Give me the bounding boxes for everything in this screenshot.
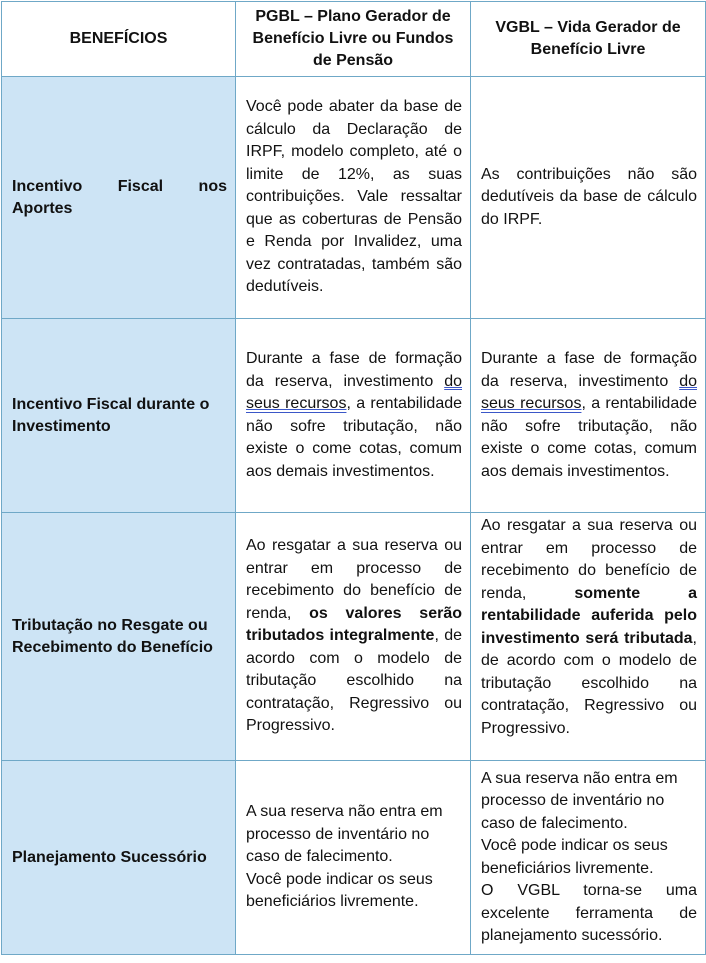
vgbl-paragraph: O VGBL torna-se uma excelente ferramenta de planejamento sucessório. [481,882,697,944]
row-label [2,761,236,955]
pgbl-text [246,348,462,483]
header-row [2,2,706,77]
header-pgbl: PGBL – Plano Gerador de Benefício Livre ou Fundos de Pensão [236,2,471,77]
vgbl-paragraph: A sua reserva não entra em processo de inventário no caso de falecimento. [481,769,678,832]
table-row [2,513,706,761]
row-label [2,319,236,513]
header-beneficios: BENEFÍCIOS [2,2,236,77]
text-run: Durante a fase de formação da reserva, investimento [481,350,697,390]
vgbl-text [481,515,697,740]
row-label-text: Planejamento Sucessório [12,848,207,866]
row-label-text: Incentivo Fiscal durante o Investimento [12,395,210,435]
row-label [2,77,236,319]
vgbl-text: As contribuições não são dedutíveis da base de cálculo do IRPF. [481,165,697,228]
text-run: , a rentabilidade não sofre tributação, não existe o come cotas, comum aos demais investimentos. [246,395,463,480]
grammar-flagged-text: do seus recursos [246,372,462,412]
text-run: , a rentabilidade não sofre tributação, não existe o come cotas, comum aos demais investimentos. [481,395,698,480]
pgbl-cell [236,77,471,319]
comparison-table [1,1,706,955]
grammar-flagged-text: do seus recursos [481,372,697,412]
header-vgbl: VGBL – Vida Gerador de Benefício Livre [471,2,706,77]
vgbl-cell [471,761,706,955]
pgbl-text: Você pode abater da base de cálculo da Declaração de IRPF, modelo completo, até o limite de 12%, as suas contribuições. Vale ressaltar que as coberturas de Pensão e Renda por Invalidez, uma vez contratadas, também são dedutíveis. [246,98,462,296]
bold-text: os valores serão tributados integralmente [246,604,462,645]
text-run: , de acordo com o modelo de tributação escolhido na contratação, Regressivo ou Progressivo. [246,627,463,735]
pgbl-paragraph: A sua reserva não entra em processo de inventário no caso de falecimento. [246,803,443,866]
pgbl-cell [236,761,471,955]
row-label-text: Tributação no Resgate ou Recebimento do Benefício [12,616,213,656]
pgbl-text [246,535,462,738]
vgbl-paragraph: Você pode indicar os seus beneficiários livremente. [481,837,668,877]
bold-text: somente a rentabilidade auferida pelo investimento será tributada [481,584,698,647]
pgbl-paragraph: Você pode indicar os seus beneficiários livremente. [246,870,433,911]
table-row [2,319,706,513]
pgbl-cell [236,319,471,513]
vgbl-cell [471,319,706,513]
text-run: Durante a fase de formação da reserva, investimento [246,350,462,390]
row-label [2,513,236,761]
vgbl-text [481,348,697,483]
text-run: Ao resgatar a sua reserva ou entrar em processo de recebimento do benefício de renda, [246,537,462,622]
table-row [2,77,706,319]
row-label-text: Incentivo Fiscal nos Aportes [12,177,227,217]
vgbl-cell [471,77,706,319]
text-run: , de acordo com o modelo de tributação escolhido na contratação, Regressivo ou Progressivo. [481,629,697,737]
vgbl-cell [471,513,706,761]
table-row [2,761,706,955]
text-run: Ao resgatar a sua reserva ou entrar em processo de recebimento do benefício de renda, [481,517,697,602]
pgbl-cell [236,513,471,761]
